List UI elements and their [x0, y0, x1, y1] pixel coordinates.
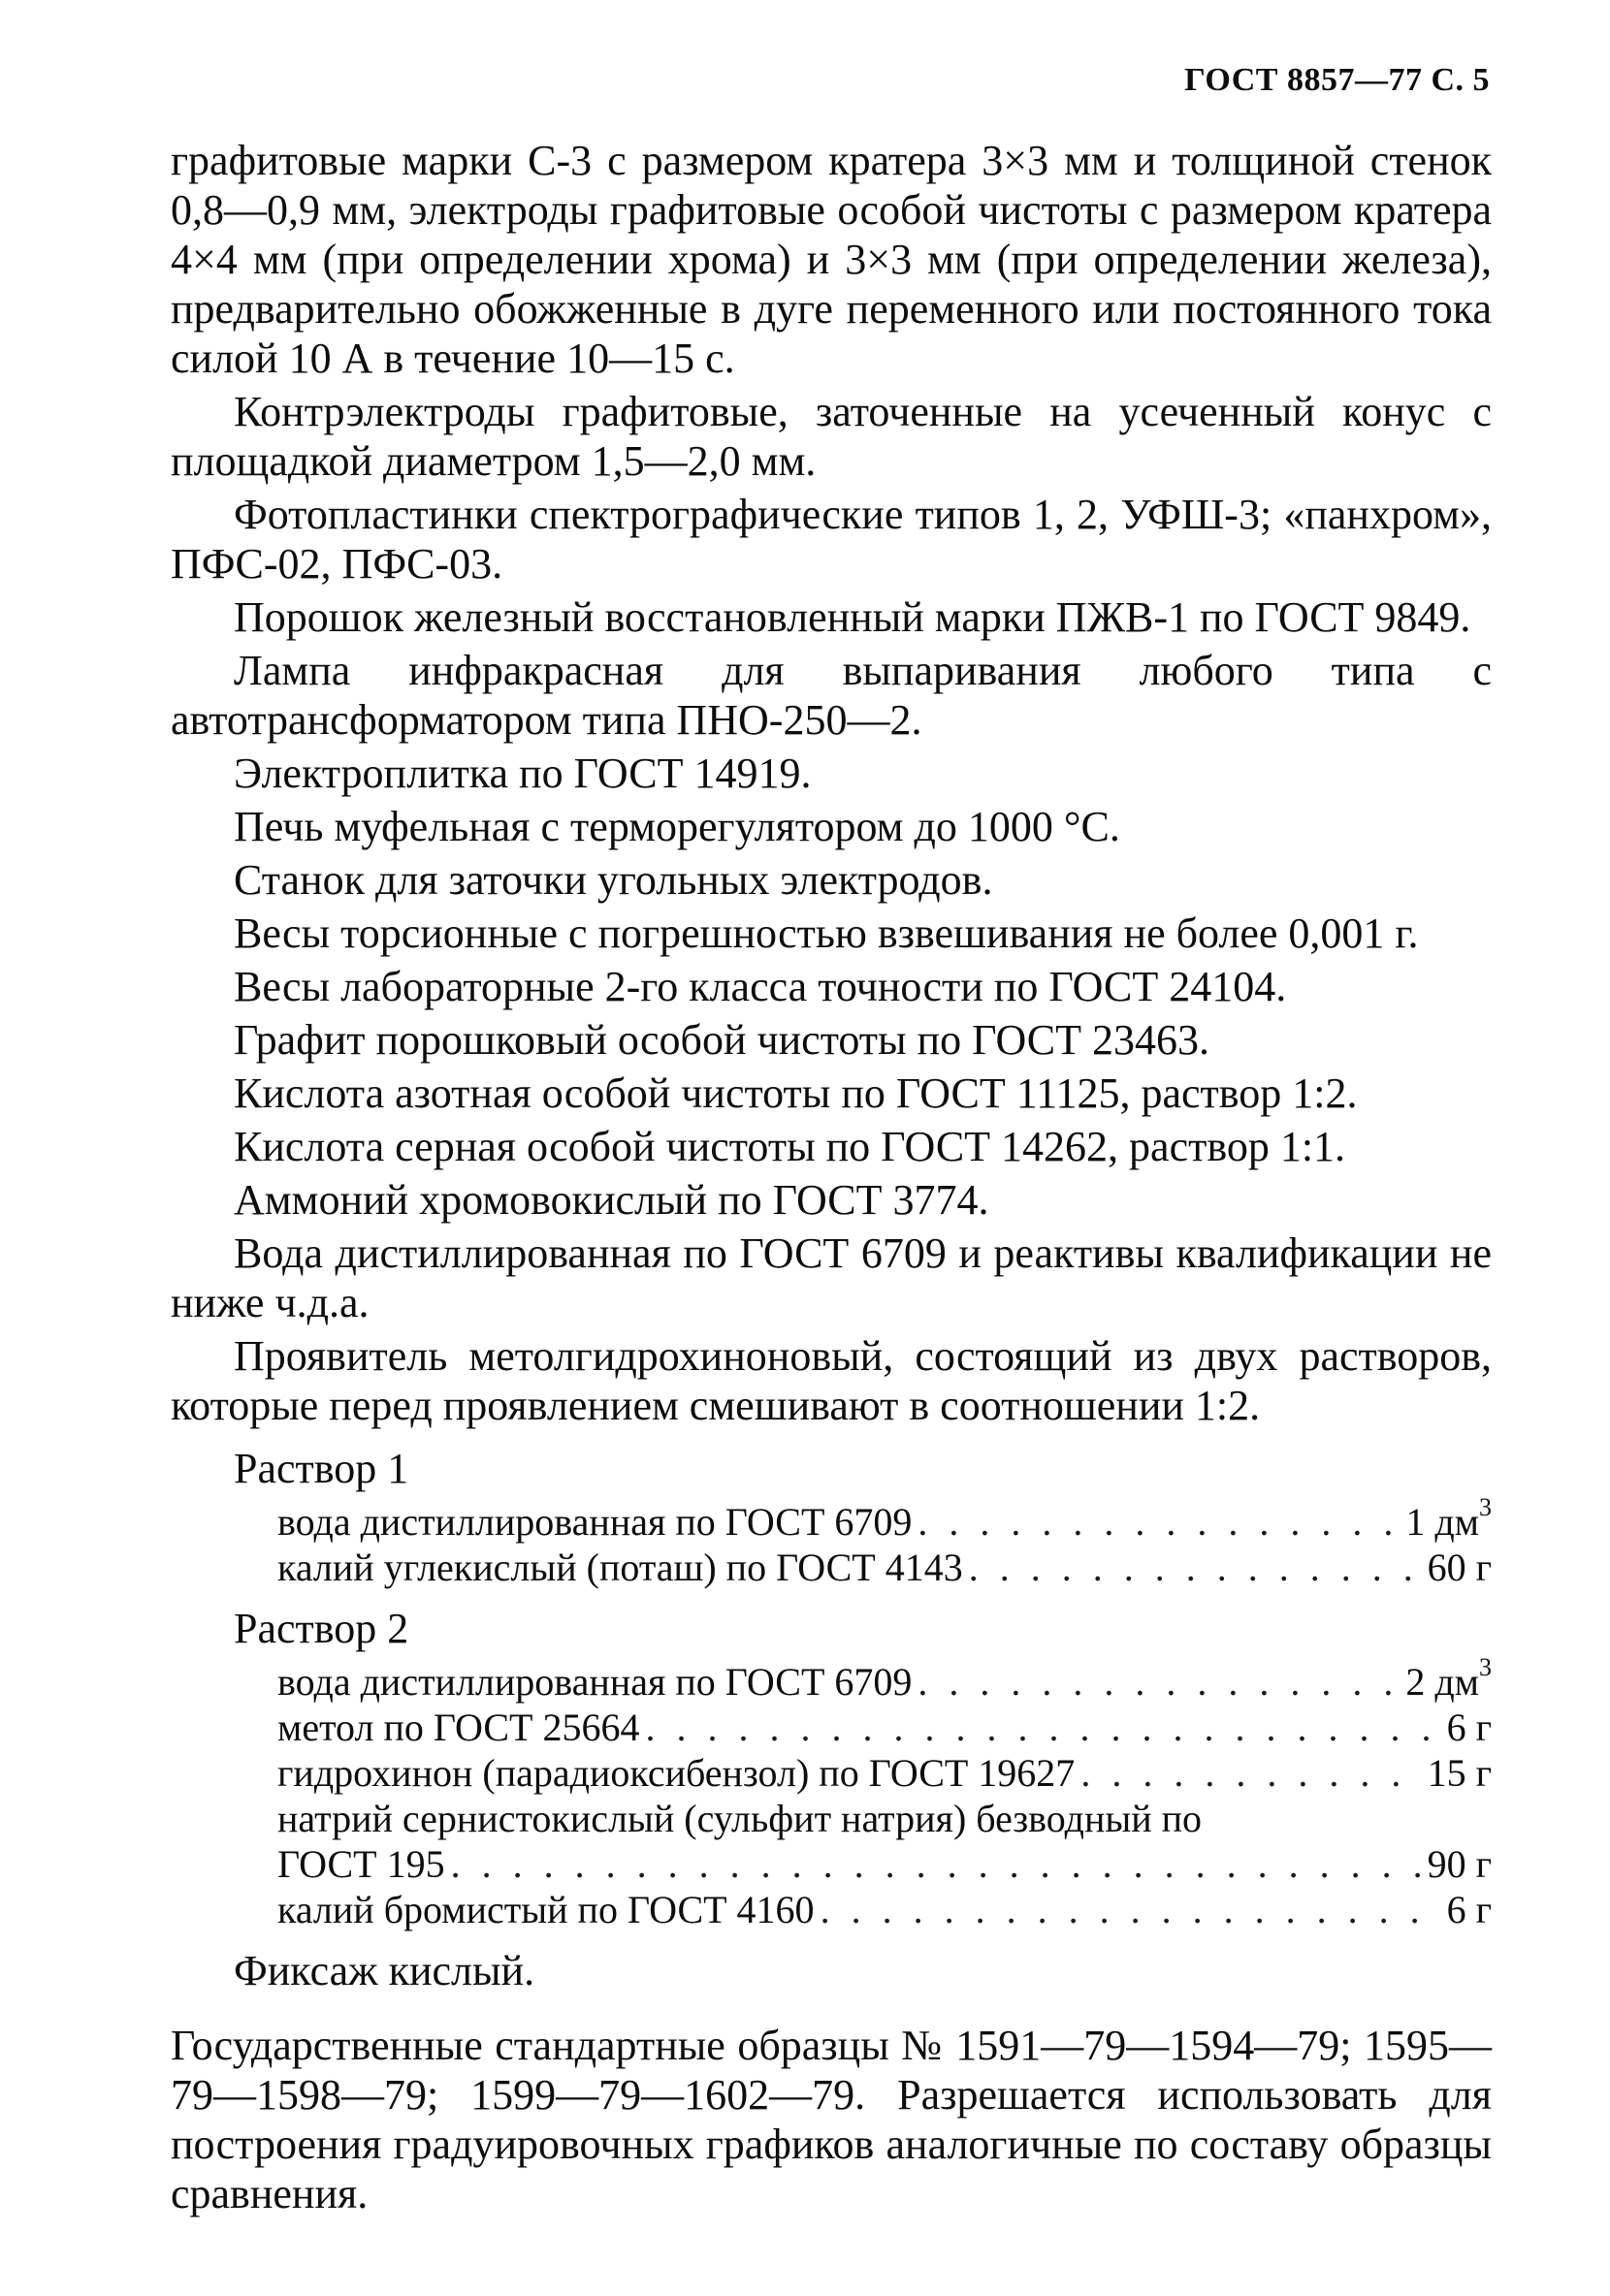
ingredient-name: калий углекислый (поташ) по ГОСТ 4143 [277, 1546, 963, 1589]
leader-dots [821, 1887, 1441, 1932]
paragraph-iron-powder: Порошок железный восстановленный марки ПЖВ-1 по ГОСТ 9849. [234, 593, 1471, 641]
paragraph-nitric-acid: Кислота азотная особой чистоты по ГОСТ 11125, раствор 1:2. [234, 1069, 1358, 1117]
paragraph-lab-scales: Весы лабораторные 2-го класса точности по ГОСТ 24104. [234, 963, 1287, 1010]
ingredient-name: вода дистиллированная по ГОСТ 6709 [277, 1660, 913, 1704]
leader-dots [969, 1545, 1422, 1590]
list-item [277, 1492, 1492, 1545]
ingredient-name: ГОСТ 195 [277, 1842, 445, 1886]
leader-dots [451, 1841, 1422, 1887]
ingredient-amount: 2 $дм^3$ [1405, 1652, 1492, 1704]
paragraph-torsion-scales: Весы торсионные с погрешностью взвешивания не более 0,001 г. [234, 909, 1419, 957]
solution2-title: Раствор 2 [234, 1605, 409, 1652]
ingredient-amount: 90 г [1427, 1842, 1492, 1886]
paragraph-sulfuric-acid: Кислота серная особой чистоты по ГОСТ 14262, раствор 1:1. [234, 1123, 1346, 1170]
paragraph-reference-samples: Государственные стандартные образцы № 1591—79—1594—79; 1595—79—1598—79; 1599—79—1602—79. Разрешается использовать для построения градуировочных графиков аналогичные по составу образцы сравнения. [171, 2022, 1492, 2217]
paragraph-ammonium-chromate: Аммоний хромовокислый по ГОСТ 3774. [234, 1176, 989, 1224]
page-body [171, 136, 1492, 2222]
leader-dots [1080, 1750, 1421, 1796]
paragraph-graphite-powder: Графит порошковый особой чистоты по ГОСТ 23463. [234, 1016, 1209, 1064]
paragraph-distilled-water: Вода дистиллированная по ГОСТ 6709 и реактивы квалификации не ниже ч.д.а. [171, 1229, 1492, 1326]
paragraph-infrared-lamp: Лампа инфракрасная для выпаривания любого типа с автотрансформатором типа ПНО-250—2. [171, 647, 1492, 744]
list-item [277, 1750, 1492, 1796]
ingredient-name: гидрохинон (парадиоксибензол) по ГОСТ 19627 [277, 1751, 1076, 1795]
ingredient-amount: 6 г [1446, 1888, 1492, 1931]
leader-dots [918, 1659, 1400, 1705]
list-item [277, 1652, 1492, 1705]
paragraph-sharpening-machine: Станок для заточки угольных электродов. [234, 856, 993, 904]
paragraph-muffle-furnace: Печь муфельная с терморегулятором до 1000 °С. [234, 803, 1120, 850]
leader-dots [645, 1705, 1440, 1750]
list-item [277, 1887, 1492, 1932]
leader-dots [918, 1499, 1400, 1545]
solution1-title: Раствор 1 [234, 1445, 409, 1492]
fixer-line: Фиксаж кислый. [234, 1947, 535, 1994]
paragraph-counter-electrodes: Контрэлектроды графитовые, заточенные на усеченный конус с площадкой диаметром 1,5—2,0 мм. [171, 388, 1492, 485]
solution2-list [277, 1652, 1492, 1932]
page-header: ГОСТ 8857—77 С. 5 [1184, 62, 1490, 98]
ingredient-name: метол по ГОСТ 25664 [277, 1706, 640, 1749]
list-item [277, 1841, 1492, 1887]
paragraph-hotplate: Электроплитка по ГОСТ 14919. [234, 749, 812, 797]
paragraph-electrodes: графитовые марки С-3 с размером кратера 3×3 мм и толщиной стенок 0,8—0,9 мм, электроды графитовые особой чистоты с размером кратера 4×4 мм (при определении хрома) и 3×3 мм (при определении железа), предварительно обожженные в дуге переменного или постоянного тока силой 10 А в течение 10—15 с. [171, 137, 1492, 382]
paragraph-developer: Проявитель метолгидрохиноновый, состоящий из двух растворов, которые перед проявлением смешивают в соотношении 1:2. [171, 1332, 1492, 1429]
list-item [277, 1705, 1492, 1750]
ingredient-amount: 15 г [1427, 1751, 1492, 1795]
list-item [277, 1545, 1492, 1590]
ingredient-name: вода дистиллированная по ГОСТ 6709 [277, 1500, 913, 1544]
ingredient-amount: 60 г [1427, 1546, 1492, 1589]
ingredient-amount: 1 $дм^3$ [1405, 1492, 1492, 1544]
list-item-continuation: натрий сернистокислый (сульфит натрия) безводный по [277, 1797, 1203, 1840]
ingredient-amount: 6 г [1446, 1706, 1492, 1749]
solution1-list [277, 1492, 1492, 1590]
paragraph-photoplates: Фотопластинки спектрографические типов 1, 2, УФШ-3; «панхром», ПФС-02, ПФС-03. [171, 491, 1492, 588]
ingredient-name: калий бромистый по ГОСТ 4160 [277, 1888, 815, 1931]
